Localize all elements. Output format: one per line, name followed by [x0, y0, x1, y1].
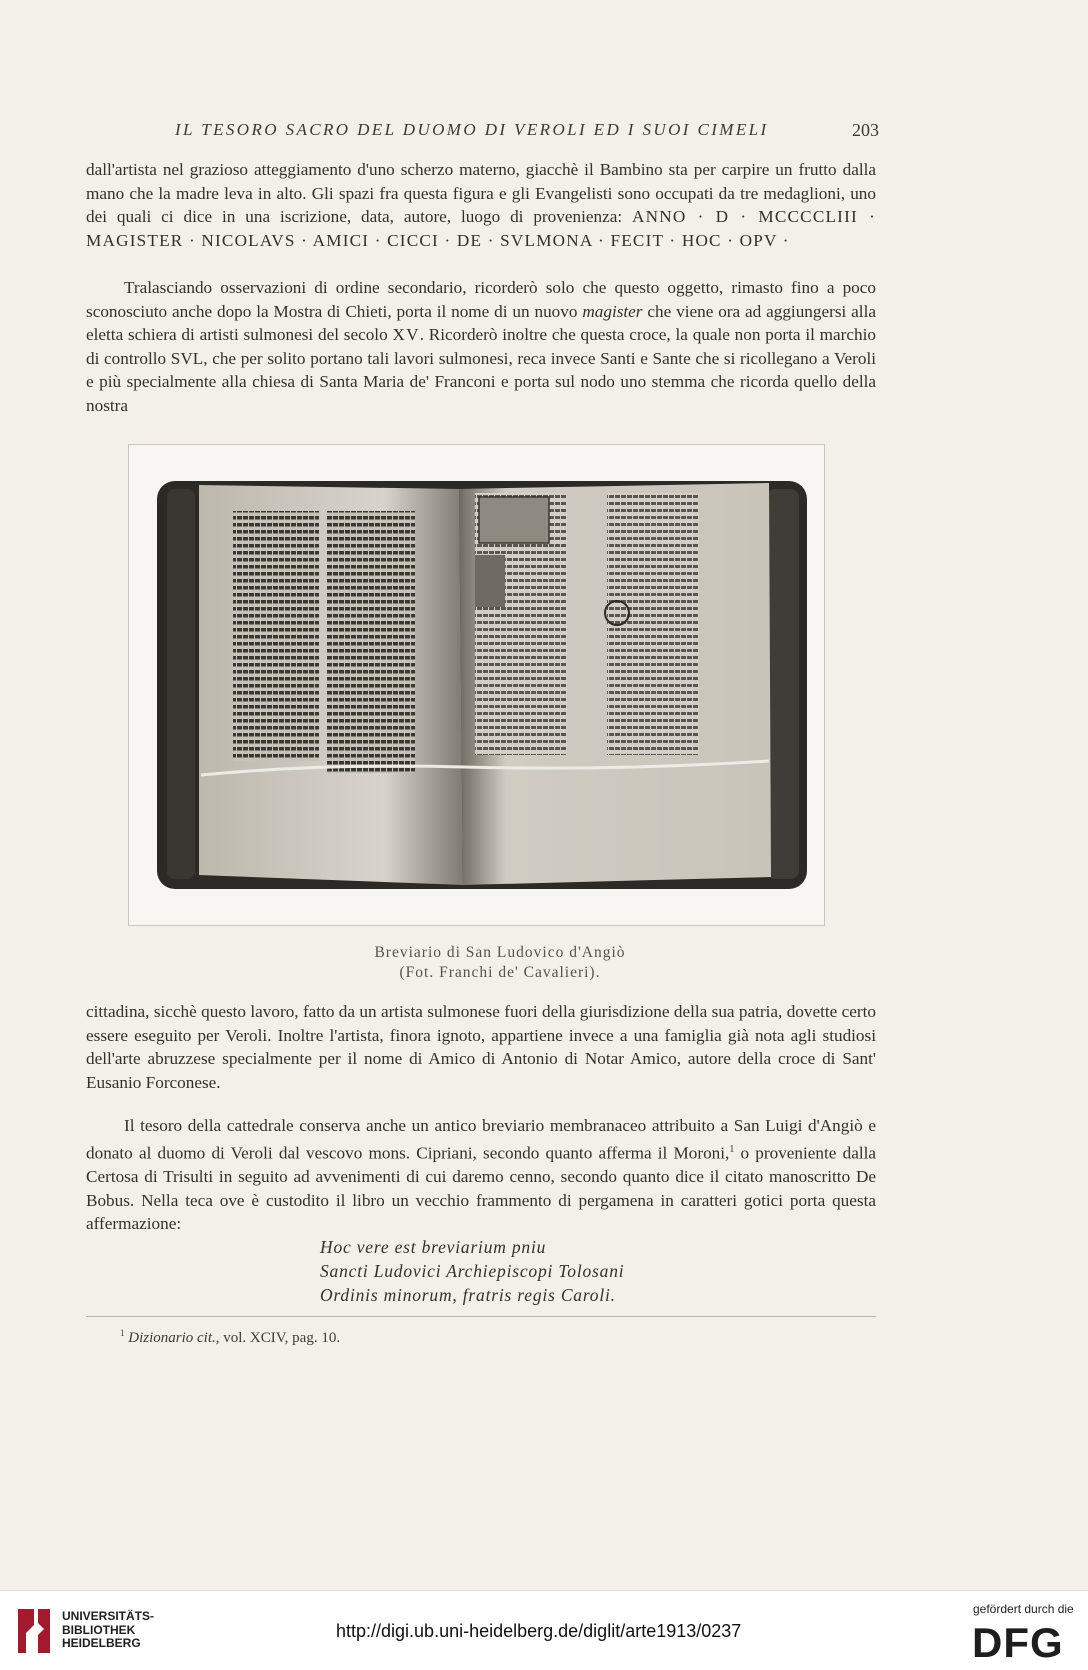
library-name-line3: HEIDELBERG	[62, 1636, 141, 1650]
figure-caption-line1: Breviario di San Ludovico d'Angiò	[374, 944, 626, 961]
paragraph-3	[86, 1000, 876, 1094]
library-name-line1: UNIVERSITÄTS-	[62, 1609, 155, 1623]
permalink-url[interactable]: http://digi.ub.uni-heidelberg.de/diglit/arte1913/0237	[336, 1621, 742, 1641]
library-name-line2: BIBLIOTHEK	[62, 1622, 136, 1637]
dfg-logo-icon	[970, 1621, 1074, 1661]
latin-quote-line-3: Ordinis minorum, fratris regis Caroli.	[320, 1285, 616, 1305]
university-library-logo-icon	[14, 1605, 54, 1657]
footnote-divider	[86, 1316, 876, 1317]
century-numeral: XV	[392, 325, 420, 345]
breviary-photograph	[128, 444, 825, 926]
paragraph-3-text: cittadina, sicchè questo lavoro, fatto da un artista sulmonese fuori della giurisdizione della sua patria, dovette certo essere eseguito per Veroli. Inoltre l'artista, finora ignoto, appartiene invece a una famiglia già nota agli studiosi dell'arte abruzzese specialmente per il nome di Amico di Antonio di Notar Amico, autore della croce di Sant' Eusanio Forconese.	[86, 1002, 876, 1092]
footnote	[120, 1328, 340, 1347]
page-number: 203	[852, 120, 879, 140]
paragraph-4	[86, 1114, 876, 1236]
paragraph-4-text-b: o proveniente dalla Certosa di Trisulti in seguito ad avvenimenti di cui daremo cenno, secondo quanto dice il citato manoscritto De Bobus. Nella teca ove è custodito il libro un vecchio frammento di pergamena in caratteri gotici porta questa affermazione:	[86, 1143, 877, 1234]
paragraph-1	[86, 158, 876, 252]
digitization-footer	[0, 1590, 1088, 1670]
footnote-reference: 1	[729, 1143, 735, 1155]
footnote-title: Dizionario cit.	[128, 1330, 216, 1346]
latin-quote-line-1: Hoc vere est breviarium pniu	[320, 1237, 547, 1257]
running-head: IL TESORO SACRO DEL DUOMO DI VEROLI ED I SUOI CIMELI	[175, 120, 769, 139]
open-book-image	[129, 445, 824, 925]
magister-term: magister	[582, 301, 643, 321]
funding-text: gefördert durch die	[973, 1602, 1074, 1616]
latin-quote-line-2: Sancti Ludovici Archiepiscopi Tolosani	[320, 1261, 625, 1281]
inscription-text: ANNO · D · MCCCCLIII · MAGISTER · NICOLAVS · AMICI · CICCI · DE · SVLMONA · FECIT · HOC · OPV ·	[86, 207, 876, 250]
paragraph-4-text-a: Il tesoro della cattedrale conserva anche un antico breviario membranaceo attribuito a San Luigi d'Angiò e donato al duomo di Veroli dal vescovo mons. Cipriani, secondo quanto afferma il Moroni,	[86, 1116, 876, 1163]
footnote-text: , vol. XCIV, pag. 10.	[215, 1330, 341, 1346]
paragraph-1-text: dall'artista nel grazioso atteggiamento d'uno scherzo materno, giacchè il Bambino sta per carpire un frutto dalla mano che la madre leva in alto. Gli spazi fra questa figura e gli Evangelisti sono occupati da tre medaglioni, uno dei quali ci dice in una iscrizione, data, autore, luogo di provenienza:	[86, 160, 876, 227]
paragraph-2	[86, 276, 876, 418]
figure-caption-line2: (Fot. Franchi de' Cavalieri).	[399, 964, 601, 981]
footnote-mark: 1	[120, 1328, 125, 1338]
paragraph-2-text-b: che viene ora ad aggiungersi alla eletta schiera di artisti sulmonesi del secolo	[86, 301, 876, 345]
university-library-name	[62, 1610, 154, 1651]
paragraph-2-text-a: Tralasciando osservazioni di ordine secondario, ricorderò solo che questo oggetto, rimasto fino a poco sconosciuto anche dopo la Mostra di Chieti, porta il nome di un nuovo	[86, 278, 876, 321]
paragraph-2-text-c: . Ricorderò inoltre che questa croce, la quale non porta il marchio di controllo SVL, che per solito portano tali lavori sulmonesi, reca invece Santi e Sante che si ricollegano a Veroli e più specialmente alla chiesa di Santa Maria de' Franconi e porta sul nodo uno stemma che ricorda quello della nostra	[86, 325, 876, 415]
dfg-logo-text: DFG	[972, 1621, 1064, 1661]
